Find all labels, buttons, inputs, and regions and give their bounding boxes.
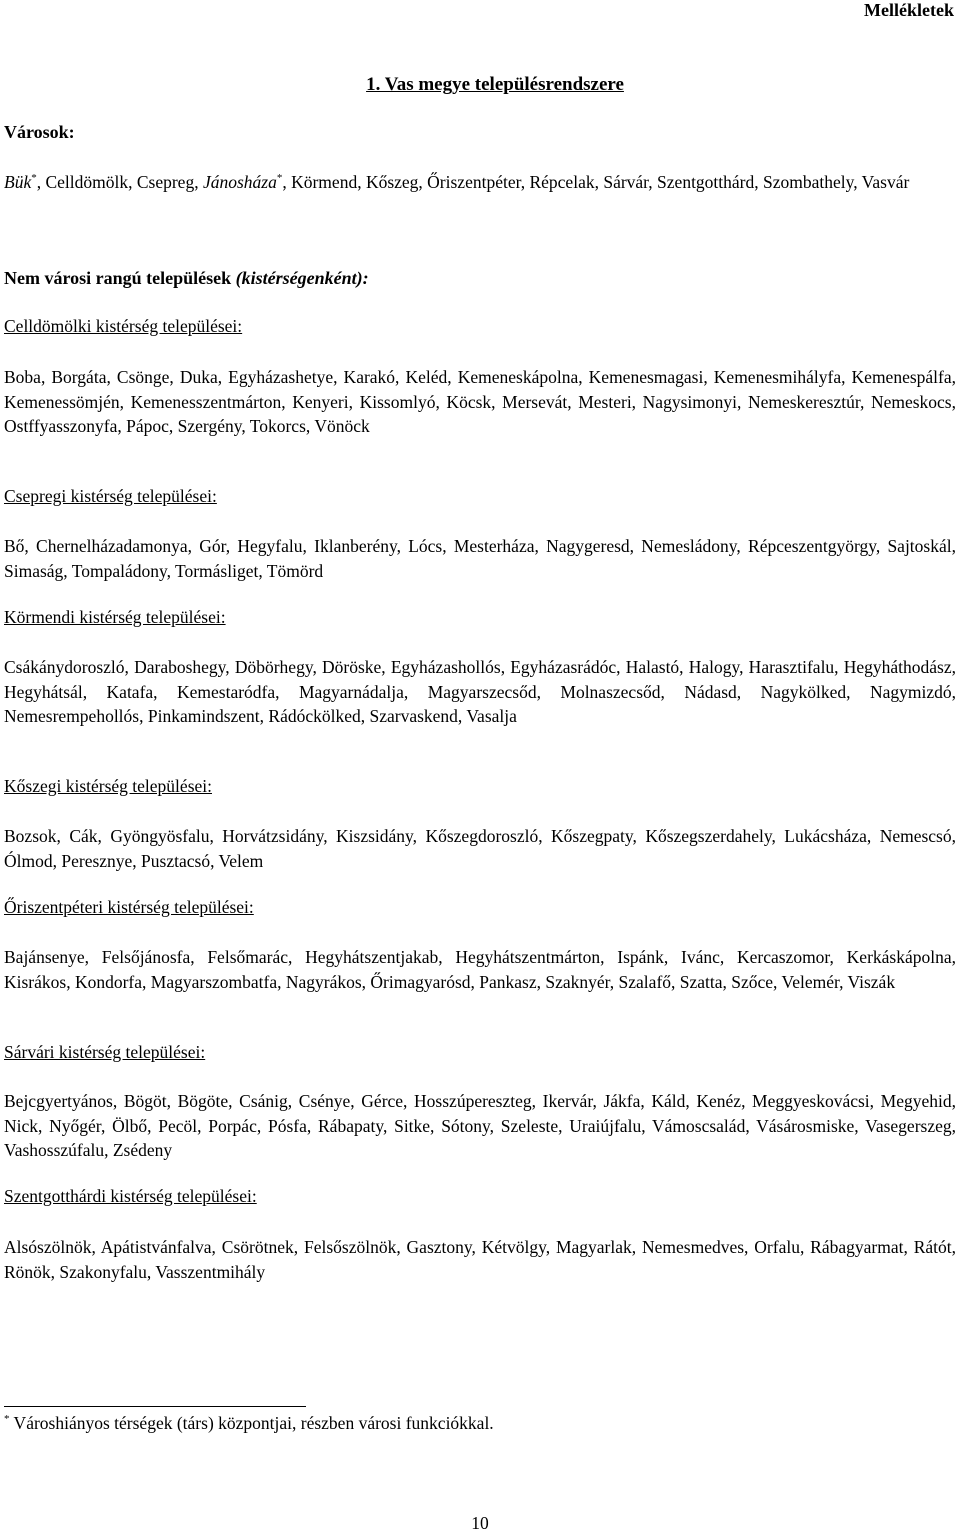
city-janoshaza: Jánosháza (202, 172, 277, 192)
cities-list-part: , Celldömölk, Csepreg, (36, 172, 203, 192)
region-settlements-kormend: Csákánydoroszló, Daraboshegy, Döbörhegy, Döröske, Egyházashollós, Egyházasrádóc, Halastó, Halogy, Harasztifalu, Hegyháthodász, Hegyhátsál, Katafa, Kemestaródfa, Magyarnádalja, Magyarszecsőd, Molnaszecsőd, Nádasd, Nagykölked, Nagymizdó, Nemesrempehollós, Pinkamindszent, Rádóckölked, Szarvaskend, Vasalja (4, 657, 956, 726)
region-settlements-csepreg: Bő, Chernelházadamonya, Gór, Hegyfalu, Iklanberény, Lócs, Mesterháza, Nagygeresd, Nemesládony, Répceszentgyörgy, Sajtoskál, Simaság, Tompaládony, Tormásliget, Tömörd (4, 536, 956, 581)
asterisk-mark: * (276, 172, 283, 185)
region-settlements-oriszentpeter: Bajánsenye, Felsőjánosfa, Felsőmarác, Hegyhátszentjakab, Hegyhátszentmárton, Ispánk, Ivánc, Kercaszomor, Kerkáskápolna, Kisrákos, Kondorfa, Magyarszombatfa, Nagyrákos, Őrimagyarósd, Pankasz, Szaknyér, Szalafő, Szatta, Szőce, Velemér, Viszák (4, 947, 956, 992)
cities-label: Városok: (4, 122, 75, 142)
footnote-text: Városhiányos térségek (társ) központjai, részben városi funkciókkal. (9, 1413, 494, 1433)
region-settlements-sarvar: Bejcgyertyános, Bögöt, Bögöte, Csánig, Csénye, Gérce, Hosszúpereszteg, Ikervár, Jákfa, Káld, Kenéz, Meggyeskovácsi, Megyehid, Nick, Nyőgér, Ölbő, Pecöl, Porpác, Pósfa, Rábapaty, Sitke, Sótony, Szeleste, Uraiújfalu, Vámoscsalád, Vásárosmiske, Vasegerszeg, Vashosszúfalu, Zsédeny (4, 1091, 956, 1160)
footnote (4, 1413, 494, 1434)
non-cities-label-bold: Nem városi rangú települések (4, 268, 236, 288)
region-heading-koszeg: Kőszegi kistérség települései: (4, 776, 212, 796)
region-heading-kormend: Körmendi kistérség települései: (4, 607, 226, 627)
city-buk: Bük (4, 172, 32, 192)
header-label: Mellékletek (864, 0, 954, 20)
region-heading-celldomolk: Celldömölki kistérség települései: (4, 316, 243, 336)
non-cities-label (4, 268, 369, 289)
region-heading-oriszentpeter: Őriszentpéteri kistérség települései: (4, 897, 254, 917)
page-title: 1. Vas megye településrendszere (366, 74, 624, 95)
region-heading-szentgotthard: Szentgotthárdi kistérség települései: (4, 1186, 257, 1206)
footnote-mark: * (4, 1413, 10, 1426)
region-heading-sarvar: Sárvári kistérség települései: (4, 1042, 206, 1062)
asterisk-mark: * (31, 172, 37, 185)
region-settlements-koszeg: Bozsok, Cák, Gyöngyösfalu, Horvátzsidány, Kiszsidány, Kőszegdoroszló, Kőszegpaty, Kőszegszerdahely, Lukácsháza, Nemescsó, Ólmod, Peresznye, Pusztacsó, Velem (4, 826, 956, 871)
region-heading-csepreg: Csepregi kistérség települései: (4, 486, 217, 506)
page-number: 10 (471, 1513, 489, 1533)
cities-list-rest: , Körmend, Kőszeg, Őriszentpéter, Répcelak, Sárvár, Szentgotthárd, Szombathely, Vasvár (282, 172, 910, 192)
cities-list (4, 170, 956, 195)
footnote-divider (4, 1406, 306, 1407)
region-settlements-szentgotthard: Alsószölnök, Apátistvánfalva, Csörötnek, Felsőszölnök, Gasztony, Kétvölgy, Magyarlak, Nemesmedves, Orfalu, Rábagyarmat, Rátót, Rönök, Szakonyfalu, Vasszentmihály (4, 1237, 956, 1282)
region-settlements-celldomolk: Boba, Borgáta, Csönge, Duka, Egyházashetye, Karakó, Keléd, Kemeneskápolna, Kemenesmagasi, Kemenesmihályfa, Kemenespálfa, Kemenessömjén, Kemenesszentmárton, Kenyeri, Kissomlyó, Köcsk, Mersevát, Mesteri, Nagysimonyi, Nemeskeresztúr, Nemeskocs, Ostffyasszonyfa, Pápoc, Szergény, Tokorcs, Vönöck (4, 367, 956, 436)
non-cities-label-italic: (kistérségenként): (235, 268, 369, 288)
